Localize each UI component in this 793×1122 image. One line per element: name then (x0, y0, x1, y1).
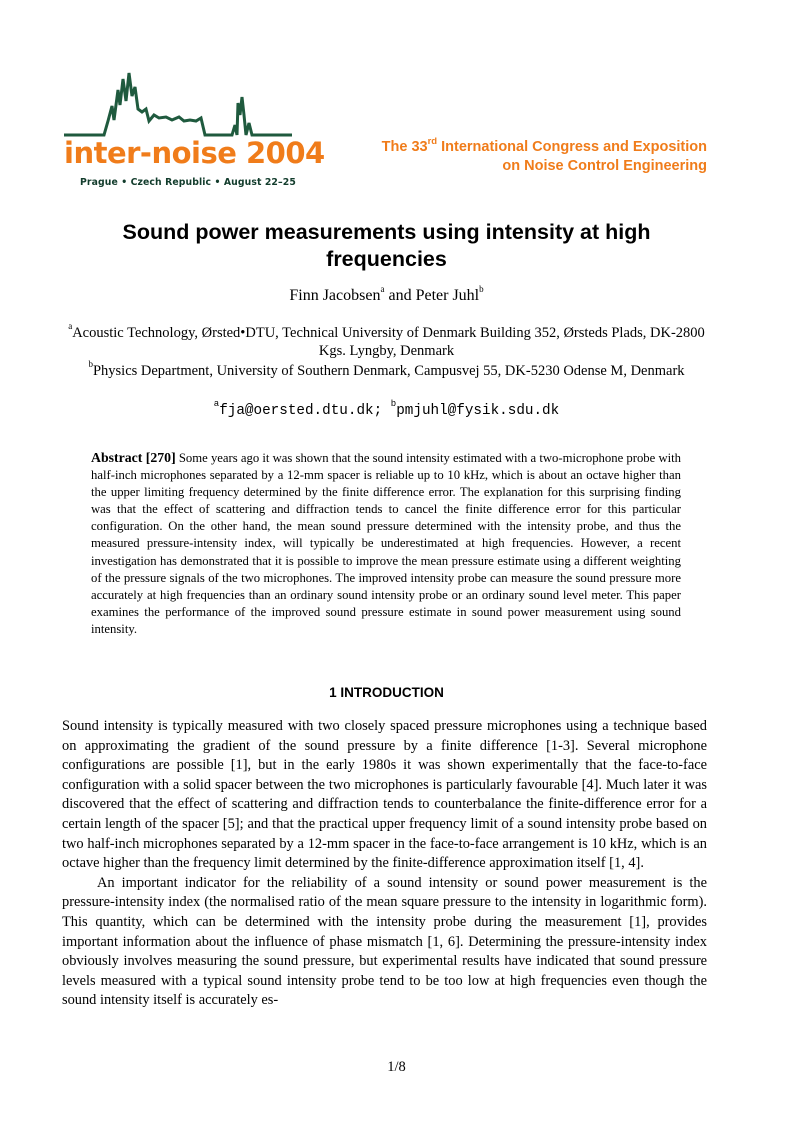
body-paragraph: An important indicator for the reliability of a sound intensity or sound power measurement is the pressure-intensity index (the normalised ratio of the mean square pressure to the intensity in logarithmic form). This quantity, which can be determined with the intensity probe during the measurement [1], provides important information about the influence of phase mismatch [1, 6]. Determining the pressure-intensity index obviously involves measuring the sound pressure, but experimental results have indicated that sound pressure levels measured with a typical sound intensity probe tend to be too low at high frequencies even though the sound intensity itself is accurately es- (62, 874, 707, 1009)
conference-heading (382, 138, 707, 176)
abstract-label: Abstract [270] (91, 450, 176, 465)
author-list: Finn Jacobsen$^a$ and Peter Juhl$^b$ (289, 283, 484, 304)
conference-line-1: The 33rd International Congress and Exposition (381, 136, 707, 155)
paper-title: Sound power measurements using intensity at high frequencies (122, 220, 651, 271)
page-number: 1/8 (387, 1059, 406, 1075)
abstract-text: Some years ago it was shown that the sound intensity estimated with a two-microphone probe with half-inch microphones separated by a 12-mm spacer is reliable up to 10 kHz, which is about an octave higher than the upper limiting frequency determined by the finite difference error. The explanation for this surprising finding was that the effect of scattering and diffraction tends to cancel the finite difference error for this particular configuration. On the other hand, the mean sound pressure determined with the intensity probe, and thus the measured pressure-intensity index, will typically be underestimated at high frequencies. However, a recent investigation has demonstrated that it is possible to improve the mean pressure estimate using a different weighting of the pressure signals of the two microphones. The improved intensity probe can measure the sound pressure more accurately at high frequencies than an ordinary sound intensity probe or an ordinary sound level meter. This paper examines the performance of the improved sound pressure estimate in sound power measurement using sound intensity. (91, 451, 682, 636)
author-emails: $^a$fja@oersted.dtu.dk; $^b$pmjuhl@fysik.sdu.dk (213, 399, 560, 419)
section-body (62, 717, 707, 1011)
abstract (91, 449, 681, 638)
conference-logo (62, 68, 325, 196)
body-paragraph: Sound intensity is typically measured with two closely spaced pressure microphones using a technique based on approximating the gradient of the sound pressure by a finite difference [1-3]. Several microphone configurations are possible [1], but in the early 1980s it was shown experimentally that the face-to-face configuration with a solid spacer between the two microphones is particularly favourable [4]. Much later it was discovered that the effect of scattering and diffraction tends to counterbalance the finite-difference error for a certain length of the spacer [5]; and that the practical upper frequency limit of a sound intensity probe based on two half-inch microphones separated by a 12-mm spacer in the face-to-face arrangement is 10 kHz, which is an octave higher than the frequency limit determined by the finite-difference approximation itself [1, 4]. (62, 718, 707, 872)
conference-line-2: on Noise Control Engineering (502, 158, 707, 174)
logo-tagline: Prague • Czech Republic • August 22–25 (80, 177, 296, 188)
section-heading: 1 INTRODUCTION (329, 685, 444, 700)
affiliation-b: $^b$Physics Department, University of Southern Denmark, Campusvej 55, DK-5230 Odense M, Denmark (88, 359, 685, 379)
logo-wordmark: inter-noise 2004 (64, 136, 325, 170)
affiliation-a: $^a$Acoustic Technology, Ørsted•DTU, Technical University of Denmark Building 352, Ørsteds Plads, DK-2800 Kgs. Lyngby, Denmark (68, 321, 705, 359)
